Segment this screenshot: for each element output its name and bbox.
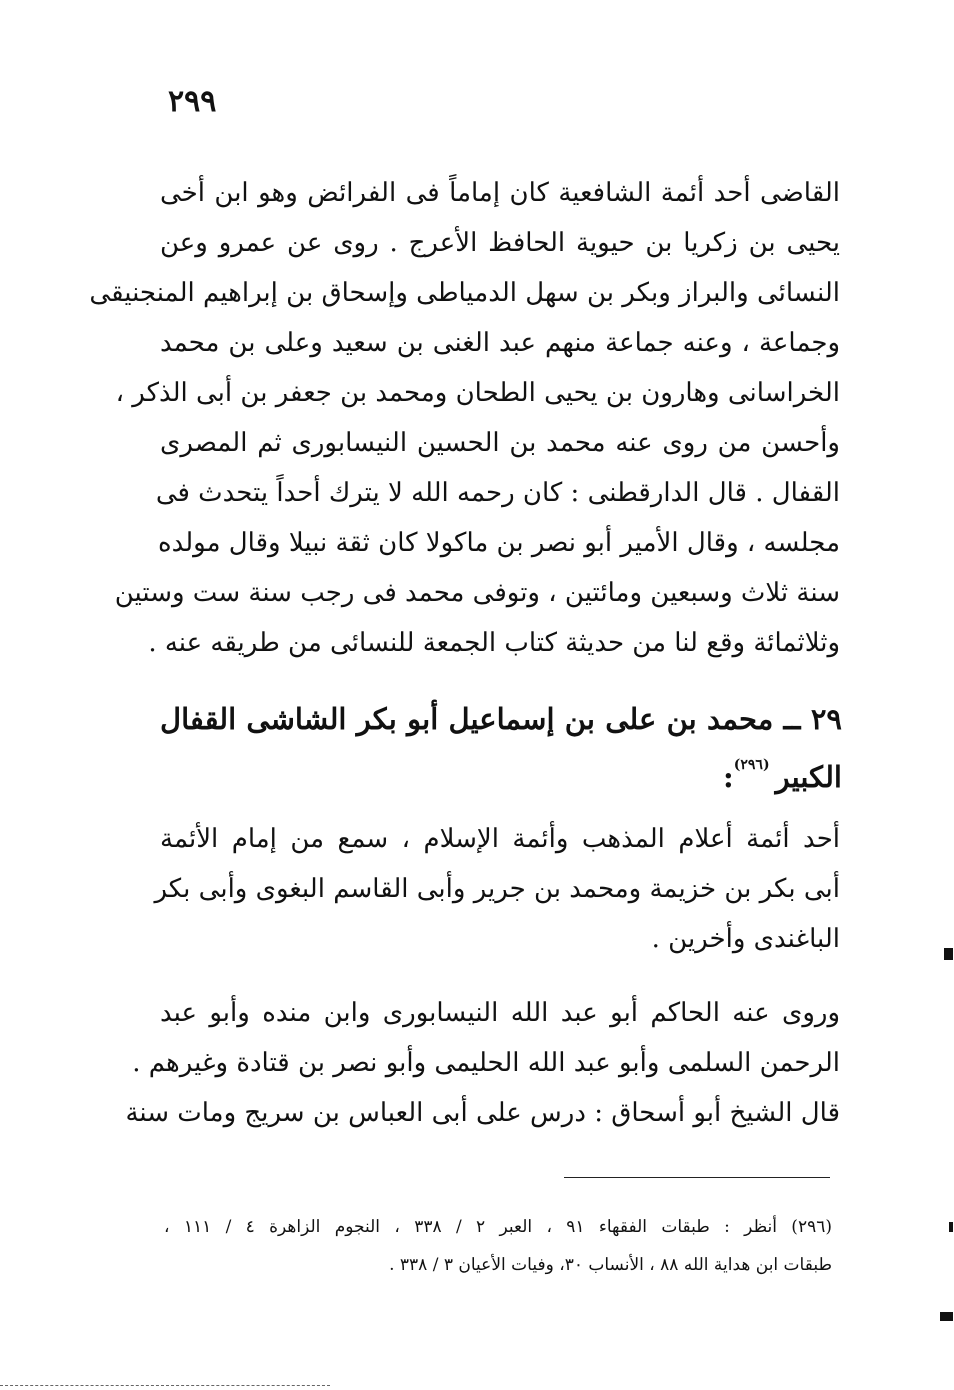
- text-line: يحيى بن زكريا بن حيوية الحافظ الأعرج . روى عن عمرو وعن: [160, 228, 840, 258]
- text-line: أبى بكر بن خزيمة ومحمد بن جرير وأبى القاسم البغوى وأبى بكر: [154, 874, 840, 904]
- scan-mark: [944, 948, 953, 960]
- text-line: مجلسه ، وقال الأمير أبو نصر بن ماكولا كان ثقة نبيلا وقال مولده: [157, 528, 840, 558]
- heading-line: ٢٩ ــ محمد بن على بن إسماعيل أبو بكر الشاشى القفال: [160, 702, 842, 736]
- footnote-separator: [564, 1177, 830, 1178]
- scan-mark: [949, 1222, 953, 1232]
- footnote-reference: (٢٩٦): [733, 757, 770, 773]
- heading-text: الكبير: [775, 760, 842, 794]
- page-number: ٢٩٩: [168, 84, 217, 119]
- text-line: الخراسانى وهارون بن يحيى الطحان ومحمد بن جعفر بن أبى الذكر ،: [115, 378, 840, 408]
- text-line: القفال . قال الدارقطنى : كان رحمه الله لا يترك أحداً يتحدث فى: [155, 478, 840, 508]
- text-line: الرحمن السلمى وأبو عبد الله الحليمى وأبو نصر بن قتادة وغيرهم .: [132, 1048, 840, 1078]
- text-line: أحد أئمة أعلام المذهب وأئمة الإسلام ، سمع من إمام الأئمة: [160, 824, 840, 854]
- scan-mark: [940, 1312, 953, 1321]
- paragraph: [125, 988, 840, 1138]
- text-line: قال الشيخ أبو أسحاق : درس على أبى العباس بن سريج ومات سنة: [125, 1098, 840, 1128]
- footnote-line: (٢٩٦) أنظر : طبقات الفقهاء ٩١ ، العبر ٢ / ٣٣٨ ، النجوم الزاهرة ٤ / ١١١ ،: [164, 1217, 832, 1237]
- heading-colon: :: [723, 760, 734, 794]
- entry-heading: [160, 696, 842, 794]
- text-line: سنة ثلاث وسبعين ومائتين ، وتوفى محمد فى رجب سنة ست وستين: [114, 578, 840, 608]
- text-line: وثلاثمائة وقع لنا من حديثة كتاب الجمعة للنسائى من طريقه عنه .: [148, 628, 840, 658]
- text-line: وأحسن من روى عنه محمد بن الحسين النيسابورى ثم المصرى: [160, 428, 840, 458]
- paragraph: [154, 814, 840, 964]
- paragraph-continued: [89, 168, 840, 668]
- text-line: النسائى والبراز وبكر بن سهل الدمياطى وإسحاق بن إبراهيم المنجنيقى: [89, 278, 840, 308]
- heading-line: [160, 742, 842, 794]
- footnotes: [164, 1208, 832, 1284]
- text-line: القاضى أحد أئمة الشافعية كان إماماً فى الفرائض وهو ابن أخى: [160, 178, 840, 208]
- scan-edge: [0, 1385, 330, 1386]
- footnote-line: طبقات ابن هداية الله ٨٨ ، الأنساب ٣٠، وفيات الأعيان ٣ / ٣٣٨ .: [389, 1255, 832, 1275]
- text-line: وروى عنه الحاكم أبو عبد الله النيسابورى وابن منده وأبو عبد: [160, 998, 840, 1028]
- text-line: الباغندى وأخرين .: [651, 924, 840, 954]
- text-line: وجماعة ، وعنه جماعة منهم عبد الغنى بن سعيد وعلى بن محمد: [160, 328, 840, 358]
